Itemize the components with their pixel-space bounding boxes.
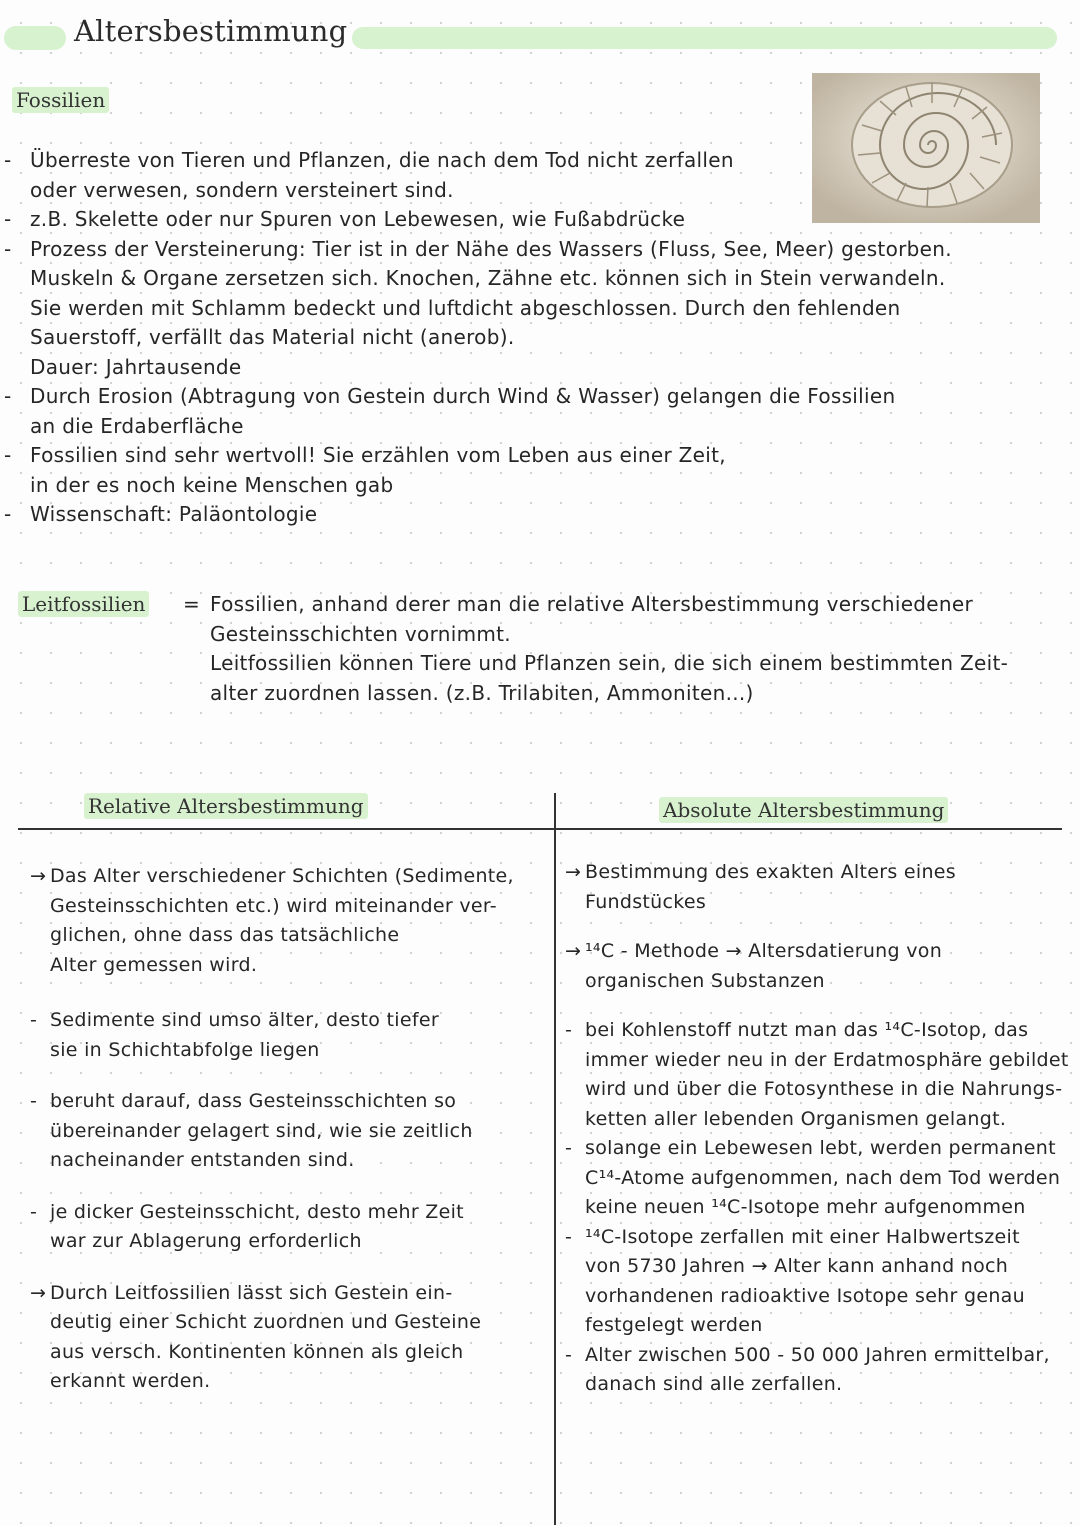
block-line: Alter zwischen 500 - 50 000 Jahren ermittelbar, xyxy=(585,1343,1050,1366)
fossilien-content xyxy=(4,146,1070,530)
block-line: je dicker Gesteinsschicht, desto mehr Zeit xyxy=(50,1200,464,1223)
block-line: danach sind alle zerfallen. xyxy=(585,1373,843,1395)
block-marker: - xyxy=(30,1009,38,1031)
bullet-line: Sauerstoff, verfällt das Material nicht (anerob). xyxy=(30,325,515,349)
heading-leitfossilien: Leitfossilien xyxy=(18,591,149,617)
block-line: nacheinander entstanden sind. xyxy=(50,1149,355,1171)
block-marker: - xyxy=(30,1090,38,1112)
absolute-column xyxy=(565,858,1070,1400)
bullet-line: an die Erdaberfläche xyxy=(30,413,244,438)
block-line: ¹⁴C - Methode → Altersdatierung von xyxy=(585,940,943,962)
relative-block xyxy=(30,862,550,980)
heading-absolute-altersbestimmung: Absolute Altersbestimmung xyxy=(659,797,948,823)
block-line: Das Alter verschiedener Schichten (Sedimente, xyxy=(50,865,514,887)
definition-line: Gesteinsschichten vornimmt. xyxy=(210,621,511,646)
block-line: Sedimente sind umso älter, desto tiefer xyxy=(50,1009,439,1031)
table-divider-vertical xyxy=(554,793,556,1525)
relative-column xyxy=(30,862,550,1419)
bullet-line: Dauer: Jahrtausende xyxy=(30,354,242,379)
block-line: bei Kohlenstoff nutzt man das ¹⁴C-Isotop, das xyxy=(585,1019,1029,1041)
bullet-line: z.B. Skelette oder nur Spuren von Lebewesen, wie Fußabdrücke xyxy=(30,207,686,231)
block-line: wird und über die Fotosynthese in die Nahrungs- xyxy=(585,1078,1063,1100)
block-line: aus versch. Kontinenten können als gleich xyxy=(50,1340,464,1363)
heading-fossilien: Fossilien xyxy=(12,87,109,113)
bullet-line: Sie werden mit Schlamm bedeckt und luftdicht abgeschlossen. Durch den fehlenden xyxy=(30,295,901,320)
block-marker: - xyxy=(565,1137,573,1159)
block-line: ¹⁴C-Isotope zerfallen mit einer Halbwertszeit xyxy=(585,1225,1020,1248)
block-line: C¹⁴-Atome aufgenommen, nach dem Tod werden xyxy=(585,1166,1061,1189)
bullet-line: Muskeln & Organe zersetzen sich. Knochen, Zähne etc. können sich in Stein verwandeln. xyxy=(30,266,946,290)
leitfossilien-definition xyxy=(210,590,1070,708)
bullet-line: Fossilien sind sehr wertvoll! Sie erzählen vom Leben aus einer Zeit, xyxy=(30,443,726,467)
block-line: erkannt werden. xyxy=(50,1370,211,1392)
bullet-marker: - xyxy=(4,443,12,467)
bullet-line: Wissenschaft: Paläontologie xyxy=(30,502,318,526)
relative-block xyxy=(30,1006,550,1065)
table-divider-horizontal xyxy=(18,828,1062,830)
block-line: ketten aller lebenden Organismen gelangt. xyxy=(585,1107,1007,1130)
block-line: Fundstückes xyxy=(585,890,707,913)
block-line: beruht darauf, dass Gesteinsschichten so xyxy=(50,1090,457,1112)
block-line: Gesteinsschichten etc.) wird miteinander ver- xyxy=(50,894,497,917)
bullet-marker: - xyxy=(4,207,12,231)
definition-line: Leitfossilien können Tiere und Pflanzen sein, die sich einem bestimmten Zeit- xyxy=(210,651,1009,675)
bullet-line: Durch Erosion (Abtragung von Gestein durch Wind & Wasser) gelangen die Fossilien xyxy=(30,384,896,408)
heading-relative-altersbestimmung: Relative Altersbestimmung xyxy=(84,793,368,819)
bullet-marker: - xyxy=(4,502,12,526)
absolute-block xyxy=(565,937,1070,996)
block-line: glichen, ohne dass das tatsächliche xyxy=(50,924,400,946)
bullet-marker: - xyxy=(4,148,12,172)
fossilien-bullet xyxy=(4,146,1070,205)
title-highlight-left xyxy=(4,26,66,50)
fossilien-bullet xyxy=(4,235,1070,383)
block-line: Alter gemessen wird. xyxy=(50,953,258,976)
title-highlight-right xyxy=(352,27,1057,49)
block-line: vorhandenen radioaktive Isotope sehr genau xyxy=(585,1284,1025,1307)
block-line: übereinander gelagert sind, wie sie zeitlich xyxy=(50,1119,473,1142)
leitfossilien-equals: = xyxy=(183,592,201,616)
absolute-block xyxy=(565,858,1070,917)
block-marker: → xyxy=(30,865,47,887)
absolute-block xyxy=(565,1223,1070,1341)
block-line: war zur Ablagerung erforderlich xyxy=(50,1230,362,1252)
block-line: organischen Substanzen xyxy=(585,969,825,992)
block-marker: - xyxy=(565,1343,573,1366)
bullet-line: Überreste von Tieren und Pflanzen, die nach dem Tod nicht zerfallen xyxy=(30,148,734,172)
fossilien-bullet-list xyxy=(4,146,1070,530)
block-line: von 5730 Jahren → Alter kann anhand noch xyxy=(585,1255,1009,1277)
bullet-line: Prozess der Versteinerung: Tier ist in der Nähe des Wassers (Fluss, See, Meer) gestorben. xyxy=(30,236,952,261)
block-marker: → xyxy=(565,940,582,962)
relative-block xyxy=(30,1198,550,1257)
block-line: festgelegt werden xyxy=(585,1314,763,1336)
absolute-block xyxy=(565,1341,1070,1400)
block-line: solange ein Lebewesen lebt, werden permanent xyxy=(585,1137,1056,1159)
block-line: immer wieder neu in der Erdatmosphäre gebildet xyxy=(585,1048,1069,1071)
block-line: Bestimmung des exakten Alters eines xyxy=(585,861,956,883)
page-title: Altersbestimmung xyxy=(74,14,348,48)
block-marker: - xyxy=(565,1225,573,1248)
bullet-marker: - xyxy=(4,236,12,261)
bullet-line: in der es noch keine Menschen gab xyxy=(30,472,394,497)
definition-line: alter zuordnen lassen. (z.B. Trilabiten, Ammoniten...) xyxy=(210,680,754,705)
block-marker: → xyxy=(30,1281,47,1304)
block-line: Durch Leitfossilien lässt sich Gestein ein- xyxy=(50,1281,453,1304)
relative-block xyxy=(30,1087,550,1176)
absolute-block xyxy=(565,1134,1070,1223)
block-line: deutig einer Schicht zuordnen und Gesteine xyxy=(50,1311,482,1333)
block-marker: → xyxy=(565,861,582,883)
fossilien-bullet xyxy=(4,205,1070,235)
fossilien-bullet xyxy=(4,441,1070,500)
relative-block xyxy=(30,1279,550,1397)
block-line: sie in Schichtabfolge liegen xyxy=(50,1038,320,1061)
bullet-marker: - xyxy=(4,384,12,408)
block-marker: - xyxy=(565,1019,573,1041)
block-line: keine neuen ¹⁴C-Isotope mehr aufgenommen xyxy=(585,1196,1026,1218)
absolute-block xyxy=(565,1016,1070,1134)
fossilien-bullet xyxy=(4,500,1070,530)
bullet-line: oder verwesen, sondern versteinert sind. xyxy=(30,177,454,202)
definition-line: Fossilien, anhand derer man die relative Altersbestimmung verschiedener xyxy=(210,592,974,616)
block-marker: - xyxy=(30,1200,38,1223)
fossilien-bullet xyxy=(4,382,1070,441)
